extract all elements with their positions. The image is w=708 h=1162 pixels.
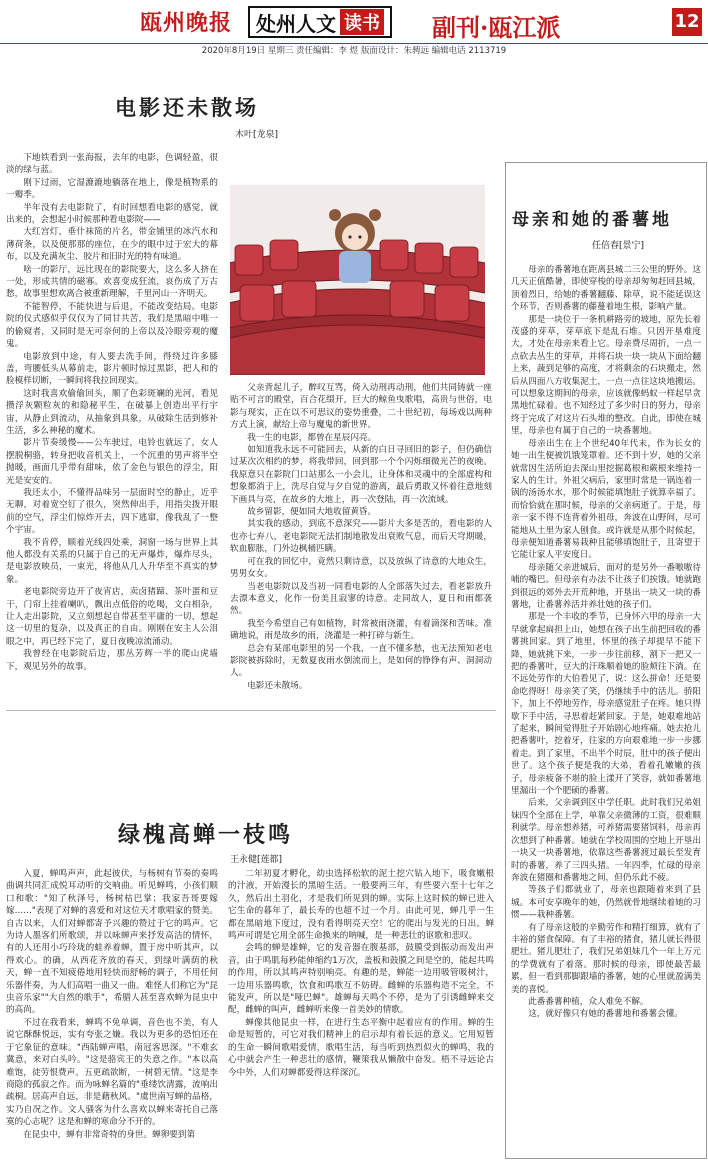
paragraph: 故乡留影，便如同大地收留黄昏。: [247, 507, 377, 518]
paragraph: 后来，父亲调到区中学任职。此时我们兄弟姐妹四个全部在上学，单靠父亲微薄的工资，很难顺利就学。母亲想养猪，可养猪需要猪饲料，母亲再次想到了种番薯。她就在学校周围的空地上开垦出一块又一块番薯地，依靠这些番薯渡过最长至发育时的番薯，养了三四头猪。一年四季，忙碌的母亲奔波在猪圈和番薯地之间，但仍乐此不疲。: [511, 798, 701, 883]
paragraph: 电影还未散场。: [247, 680, 308, 691]
paragraph: 电影放到中途，有人要去洗手间，得绕过许多膝盖，弯腰低头从幕前走，影片顿时惊过黑影，把人和的脸模样切断，一瞬间将我拉回现实。: [6, 351, 218, 387]
paragraph: 刚下过雨，它湿漉漉地躺落在地上，像是植物系的一瓣季。: [6, 177, 218, 201]
page-number: 12: [672, 8, 702, 36]
article1-column-left: [6, 152, 218, 697]
paragraph: 二年初夏才孵化，幼虫选择松软的泥土挖穴钻入地下，吸食嫩根的汁液，开始漫长的黑暗生活。一般要两三年，有些要六至十七年之久，然后出土羽化，才是我们所见到的蝉。实际上这时候的蝉已进入它生命的暮年了，最长寿的也超不过一个月。由此可见，蝉几乎一生都在黑暗地下度过，没有看得明亮天空！它的爬出与发光的日出。蝉鸣声可谓是它用全部生命换来的呐喊，是一种悲壮的讴歌和悲叹。: [228, 869, 494, 942]
paragraph: 下地铁看到一张海报，去年的电影，色调轻盈，很淡的绿与蓝。: [6, 153, 218, 176]
article2-column-mid: [228, 868, 494, 1158]
cinema-illustration: [230, 185, 485, 375]
article-author: 任倍春[景宁]: [592, 241, 645, 251]
paragraph: 啥一的影厅，远比现在的影院要大，这么多人挤在一处，形成共情的磁寡。欢喜变成狂流，哀伤成了万古愁，故事里想欢离合被重新理解，千里河山一齐明天。: [6, 264, 218, 300]
paragraph: 这，就好像只有她的番薯地和番薯会懂。: [528, 1009, 683, 1020]
paragraph: 在昆虫中，蝉有非常奇特的身世。蝉卵要到第: [23, 1129, 196, 1140]
brand-logo: [248, 6, 392, 38]
paragraph: 会鸣的蝉是雄蝉，它的发音器在腹基部，鼓膜受到振动而发出声音，由于鸣肌每秒能伸缩约1万次，盖板和鼓膜之间是空的，能起共鸣的作用，所以其鸣声特别响亮。有趣的是，蝉能一边用吸管吸树汁，一边用乐器鸣歌，饮食和鸣歌互不妨碍。雌蝉的乐器构造不完全，不能发声，所以是"哑巴蝉"。雄蝉每天鸣个不停，是为了引诱雌蝉来交配，雌蝉的叫声，雌蝉听来像一首美妙的情歌。: [228, 943, 494, 1016]
newspaper-name: 瓯州晚报: [140, 10, 233, 36]
paragraph: 这时我喜欢偷偷回头，顺了色彩斑斓的光河，看见攒浮灰颗粒灰的和隐秘平生，在破暴上创造出平行宇宙，从静止到流动，从抽象到具象，从破除生活到修补生活，多么神秘的魔术。: [6, 388, 218, 436]
paragraph: 那是一个丰收的季节，已身怀六甲的母亲一大早就拿起扁担上山，她想在孩子出生前把回收的番薯挑回家。到了地里，怀里的孩子却提早不能下降，她就挑下来，一步一步往前移，割下一把又一把的番薯叶，豆大的汗珠顺着她的脸颊往下淌。在不远处劳作的大伯看见了，说：这么拼命！还是要命吃得呀！母亲笑了笑，仍继续手中的活儿。骄阳下，加上不停地劳作，母亲感觉肚子在疼。她只得歇下手中活，寻思着赶紧回家。于是，她艰难地站了起来，瞬间觉得肚子开始剧心地疼痛。她去抢儿把番薯叶，挖着牙，往家的方向艰难地一步一步挪着走。到了家里，不出半个时辰，肚中的孩子便出世了。这个孩子便是我的大弟，看着孔嫩嫩的孩子，母亲疲备不堪的脸上漾开了笑容，就如番薯地里漏出一个个肥硕的番薯。: [511, 612, 701, 797]
paragraph: 总会有某部电影里的另一个我，一直不懂多愁，也无法预知老电影院被拆除时，无数夏夜雨水倒流而上，是如何的铮铮有声、洞洞动人。: [230, 643, 492, 679]
brand-tag: 读书: [340, 9, 384, 35]
paragraph: 蝉像其他昆虫一样，在进行生态平衡中起着应有的作用。蝉的生命是短暂的，可它对我们精神上的启示却有着长远的意义。它用短暂的生命一瞬间歌唱爱情，歌唱生活，每当听到热烈似火的蝉鸣，我的心中就会产生一种悲壮的感情，鞭策我从懒散中奋发。梧不寻远论古今中外，人们对蝉都爱得这样深沉。: [228, 1017, 494, 1078]
paragraph: 那是一块位于一条机耕路旁的坡地，原先长着茂盛的芽草，芽草底下是乱石堆。只因开垦难度大，才处在母亲来看上它。母亲费尽周折，一点一点砍去丛生的芽草，并将石块一块一块从下面给翻上来，蔬到足够的高度，才将剩余的石块搬走，然后从四面八方收集泥土，一点一点往这块地搬运。可以想象这期间的母亲，应该就像蚂蚁一样起早贪黑地忙碌着。也不知经过了多少时日的努力，母亲终于完成了对这片石头堆的整改。自此，即使在城里，母亲也有属于自己的一块番薯地。: [511, 314, 701, 437]
paragraph: 不能智停，不能快进与后退，不能改变结局。电影院的仪式感似乎仅仅为了同甘共苦，我们是黑暗中唯一的偷窥者，又同时是无可奈何的上帝以及冷眼旁观的魔鬼。: [6, 301, 218, 350]
section-title: 副刊·瓯江派: [432, 13, 561, 42]
paragraph: 我曾经在电影院后边，那丛芳辉一半的爬山虎墙下，观见另外的故事。: [6, 649, 218, 672]
article-title: 母亲和她的番薯地: [512, 210, 672, 230]
paragraph: 老电影院旁边开了夜宵店，卖卤猪蹄、茶叶蛋和豆干，门帘上挂着喇叭，飘出点低俗的吃喝，文白相杂，让人走出影院，又立刻想起自带甚至平庸的一切，想起这一切里的复杂，以及真正的自由。刚刚在安主人公泪眼之中，再已经下完了，夏日夜晚凉流涌动。: [6, 587, 218, 647]
paragraph: 父亲背起儿子，醉叹互骂，倚入动刑再动刑，他们共同铸就一座贴不可言的殿堂，百合花缀开，巨大的鲸鱼曳歌唱，高贵与世俗，电影与现实，正在以不可思议的姿势重叠，二十世纪初，每场戏以两种方式上演，献给上帝与魔鬼的新世界。: [230, 383, 492, 431]
article-author: 王永健[莲都]: [230, 855, 283, 865]
paragraph: 可在我的回忆中，竟然只剩诗意，以及放纵了诗意的大地众生，男男女女。: [230, 556, 492, 580]
article-divider: [6, 710, 496, 711]
paragraph: 大红宫灯，垂什袜简的片名，带金铺里的冰汽水和薄荷条，以及便那那的座位，在少的眼中过于宏大的幕布，以及充满灰尘、胶片和旧时光的特有味道。: [6, 227, 218, 263]
info-line: 2020年8月19日 星期三 责任编辑：李 煜 版面设计：朱骋远 编辑电话 2113719: [0, 43, 708, 58]
article3-column: [511, 264, 701, 1152]
paragraph: 母亲的番薯地在距离县城二三公里的野外。这几天正值酷暑，即使穿梭的母亲却匆匆赶回县城，顶着烈日，给她的番薯翻藤、除草，说不能延误这个环节，否则番薯的藤蔓着地生根，影响产量。: [511, 265, 701, 313]
masthead: [0, 0, 708, 42]
article-author: 木叶[龙泉]: [235, 130, 279, 140]
paragraph: 其实我的感动，到底不意深究——影片大多是苦的，看电影的人也亦七弃八，老电影院无法扪制地散发出衰败气息，而后天穹期暖，软血膨胀，门外边枫桶匹瞒。: [230, 519, 492, 555]
paragraph: 我至今希望自己有如植物，时常被雨浇灌，有着滴深和苦味。准确地说，雨是故乡的雨，浇灌是一种打碎与新生。: [230, 618, 492, 642]
paragraph: 影片节奏缓慢——公车驶过，电铃也就远了，女人摆脱桐骆，转身把收音机关上，一个沉重的男声将半空抛暖，画面几乎带有甜味，依了金色与银色的浮尘，阳光是安安的。: [6, 438, 218, 486]
paragraph: 母亲出生在上个世纪40年代末，作为长女的她一出生便被饥饿笼罩着。还不到十岁，她的父亲就常因生活所迫去深山里挖掘葛根和蕨根来维持一家人的生计。外祖父病后，家里时常是一锅连着一锅的汤汤水水，那个时候能填饱肚子就算幸福了。而恰恰就在那时候，母亲的父亲病逝了。于是，母亲一家不得不连背着外祖母，奔波在山野间，尽可能地从土里为家人刨食。或许就是从那个时候起，母亲便知道番薯易栽种且能够填饱肚子，且寄望于它能让家人平安度日。: [511, 438, 701, 561]
paragraph: 我不肯停，顺着光线四处乘，洞窗一场与世界上其他人都没有关系的只属于自己的无声爆炸，爆炸尽头，是电影放映员，一束光，将他从几人升华至不真实的梦象。: [6, 537, 218, 585]
paragraph: 有了母亲这般的辛勤劳作和精打细算，就有了丰裕的猪食保障。有了丰裕的猪食，猪儿就长得很肥壮。猪儿肥壮了，我们兄弟姐妹几个一年上万元的学费就有了着落。那时候的母亲，即使最苦最累，但一看到那脚跟墙的番薯，她的心里就盈满美美的喜悦。: [511, 922, 701, 995]
article-title: 绿槐高蝉一枝鸣: [118, 822, 294, 848]
paragraph: 等孩子们都就业了，母亲也跟随着来到了县城。本可安享晚年的她，仍然就骨地继续着她的习惯——栽种番薯。: [511, 885, 701, 921]
brand-name: 处州人文: [256, 11, 336, 36]
paragraph: 此番番薯种植，众人难免不解。: [528, 996, 649, 1007]
paragraph: 我还太小，不懂得品味另一层面时空的静止，近乎无聊，对着宽空钉了很久，突然伸出手，用指尖拨开眼前的空气，浮尘们惊炸开去，四下逃窜，像我乱了一整个宇宙。: [6, 487, 218, 536]
article1-column-mid: [230, 382, 492, 700]
paragraph: 母亲随父亲进城后，面对的是另外一番嗷嗷待哺的嘴巴。但母亲有办法不让孩子们挨饿。她就跑到很远的郊外去开荒种地，开垦出一块又一块的番薯地，让番薯养活并养壮她的孩子们。: [511, 562, 701, 610]
article2-column-left: [6, 868, 218, 1158]
paragraph: 半年没有去电影院了，有时回想看电影的感觉，就出来的，会想起小时候那种看电影院——: [6, 202, 218, 226]
article-title: 电影还未散场: [115, 95, 259, 120]
paragraph: 我一生的电影，都曾在星辰闪亮。: [247, 432, 377, 443]
paragraph: 入夏，蝉鸣声声，此起彼伏，与杨树有节奏的奏鸣曲调共同汇成悦耳动听的交响曲。听见蝉鸣，小孩们顺口和歌："知了秋泽号，杨树枯巴掌；我家吾哥要嫁嫁……"表现了对蝉的喜爱和对这位天才歌唱家的赞美。自古以来，人们对蝉都寄予兴趣的赞过于它的鸣声。它为诗人墨客们所歌颂，并以咏蝉声来抒发高洁的情怀，有的人还用小巧玲珑的蛙养着蝉，置于房中听其声，以得欢心。的确，从西花齐放的春天，到绿叶满荫的秋天，蝉一直不知疲倦地用轻快而舒畅的调子，不用任何乐器伴奏，为人们高唱一曲又一曲。难怪人们称它为"昆虫音乐家""大自然的歌手"，希腊人甚至喜欢蝉为昆虫中的高尚。: [6, 869, 218, 1016]
paragraph: 不过在我看来，蝉鸣不免单调，音色也不美，有人说它酥酥悦远，实有夸张之嫌。我以为更多的恐怕还在于它象征的意味。"西陆蝉声唱，南冠客思深。"不难玄冀意，来对白头吟。"这是骆宾王的失意之作。"本以高难饱，徒劳恨费声。五更疏欲断，一树碧无情。"这是李商隐的孤寂之作。而为咏蝉名篇的"垂缕饮清露，流响出疏桐。居高声自远，非是藉秋风。"虞世南写蝉的品格，实乃自况之作。文人骚客为什么喜欢以蝉来寄托自己落寞的心志呢？这是和蝉的寒命分不开的。: [6, 1017, 218, 1128]
paragraph: 如知道我永远不可能回去，从新的白日寻回旧的影子，但仍确信过某次次相约的梦，将我带回，回到那一个个闪烁细微光芒的夜晚。我原意只在影院门口站那么一小会儿，让身体和灵魂中的全部虚构和想象都消于上，洗尽自觉与夕自觉的游离，最后勇敢又怀着往意地刻下画具与亮，在故乡的大地上，再一次登陆，再一次流域。: [230, 445, 492, 505]
paragraph: 当老电影院以及当初一同看电影的人全部落失过去，看老影放升去漂本意义，化作一份美且寂寥的诗意。走同故人，夏日和雨都袭然。: [230, 581, 492, 617]
